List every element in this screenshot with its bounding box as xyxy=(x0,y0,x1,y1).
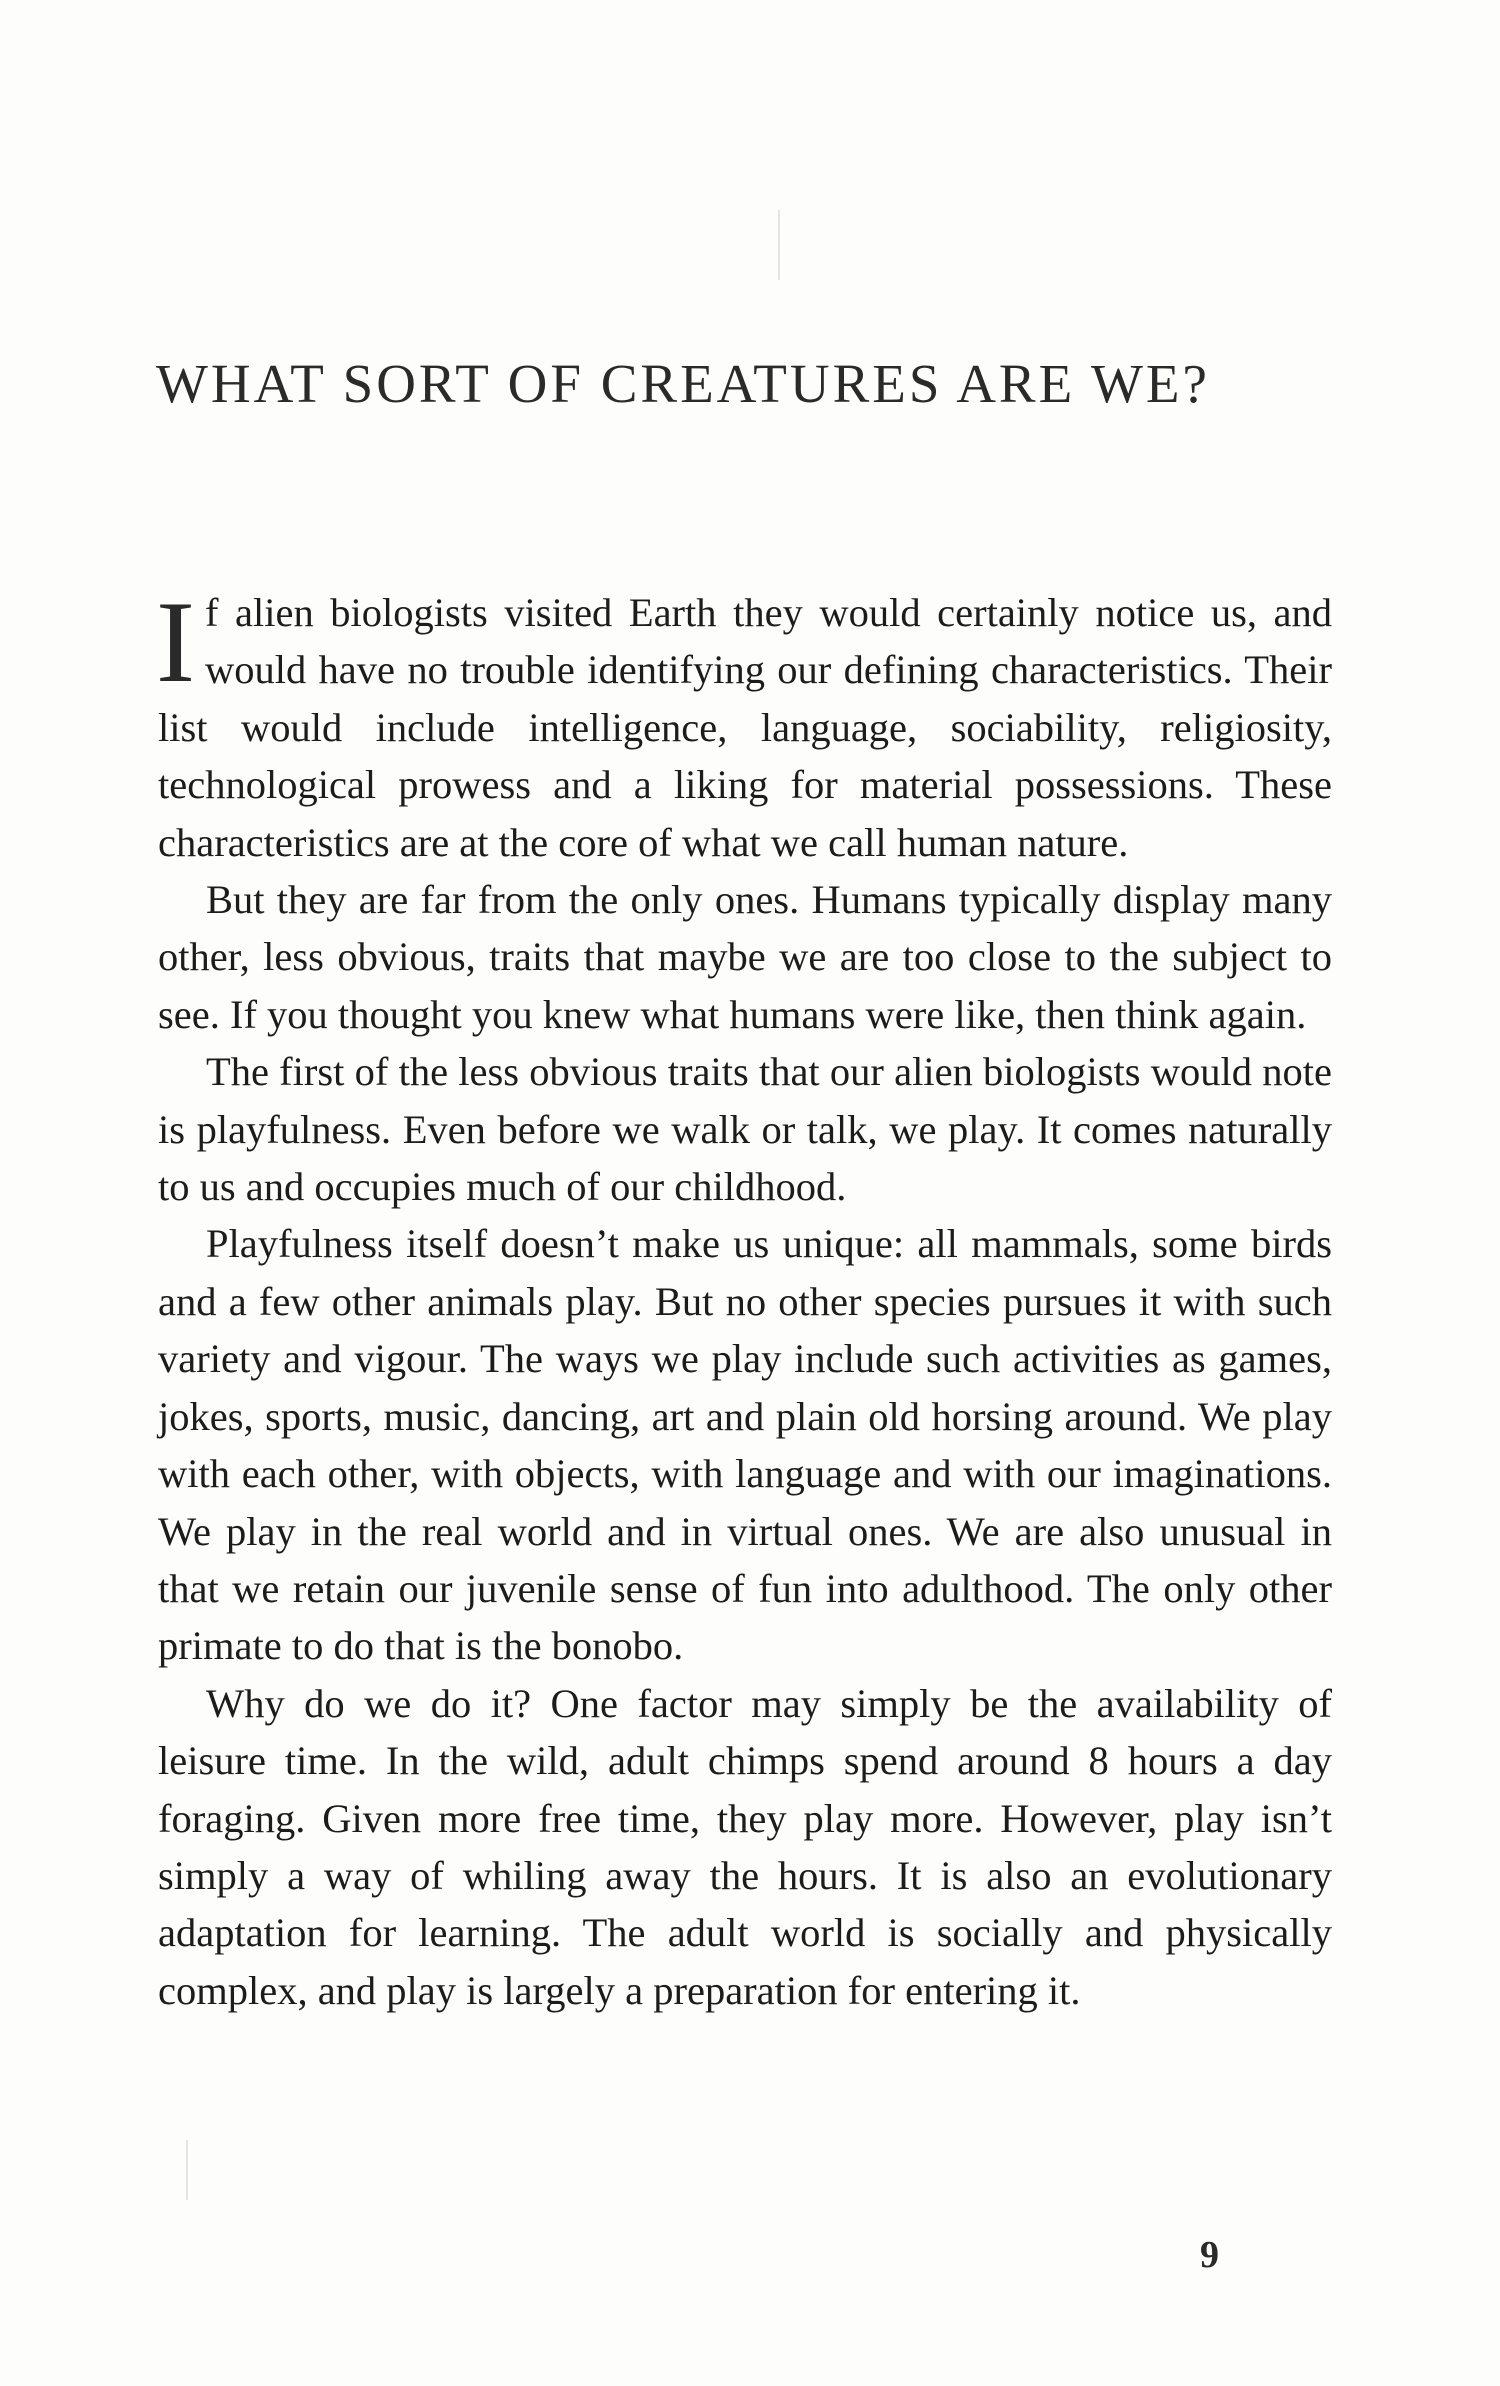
paragraph: But they are far from the only ones. Humans typically display many other, less obvious, traits that maybe we are too close to the subject to see. If you thought you knew what humans were like, then think again. xyxy=(158,877,1332,1037)
chapter-title: WHAT SORT OF CREATURES ARE WE? xyxy=(156,353,1210,414)
drop-cap: I xyxy=(156,578,195,707)
scan-artifact xyxy=(186,2140,188,2200)
scan-artifact xyxy=(778,210,780,280)
page-number: 9 xyxy=(1200,2234,1219,2276)
paragraph: Playfulness itself doesn’t make us unique: all mammals, some birds and a few other animals play. But no other species pursues it with such variety and vigour. The ways we play include such activities as games, jokes, sports, music, dancing, art and plain old horsing around. We play with each other, with objects, with language and with our imaginations. We play in the real world and in virtual ones. We are also unusual in that we retain our juvenile sense of fun into adulthood. The only other primate to do that is the bonobo. xyxy=(158,1221,1332,1669)
body-text xyxy=(156,578,1332,2019)
paragraph: The first of the less obvious traits that our alien biologists would note is playfulness. Even before we walk or talk, we play. It comes naturally to us and occupies much of our childhood. xyxy=(158,1049,1332,1210)
paragraph-text: f alien biologists visited Earth they would certainly notice us, and would have no trouble identifying our defining characteristics. Their list would include intelligence, language, sociability, religiosity, technological prowess and a liking for material possessions. These characteristics are at the core of what we call human nature. xyxy=(158,590,1332,865)
paragraph: Why do we do it? One factor may simply be the availability of leisure time. In the wild, adult chimps spend around 8 hours a day foraging. Given more free time, they play more. However, play isn’t simply a way of whiling away the hours. It is also an evolutionary adaptation for learning. The adult world is socially and physically complex, and play is largely a preparation for entering it. xyxy=(158,1680,1332,2013)
paragraph xyxy=(156,578,1332,871)
